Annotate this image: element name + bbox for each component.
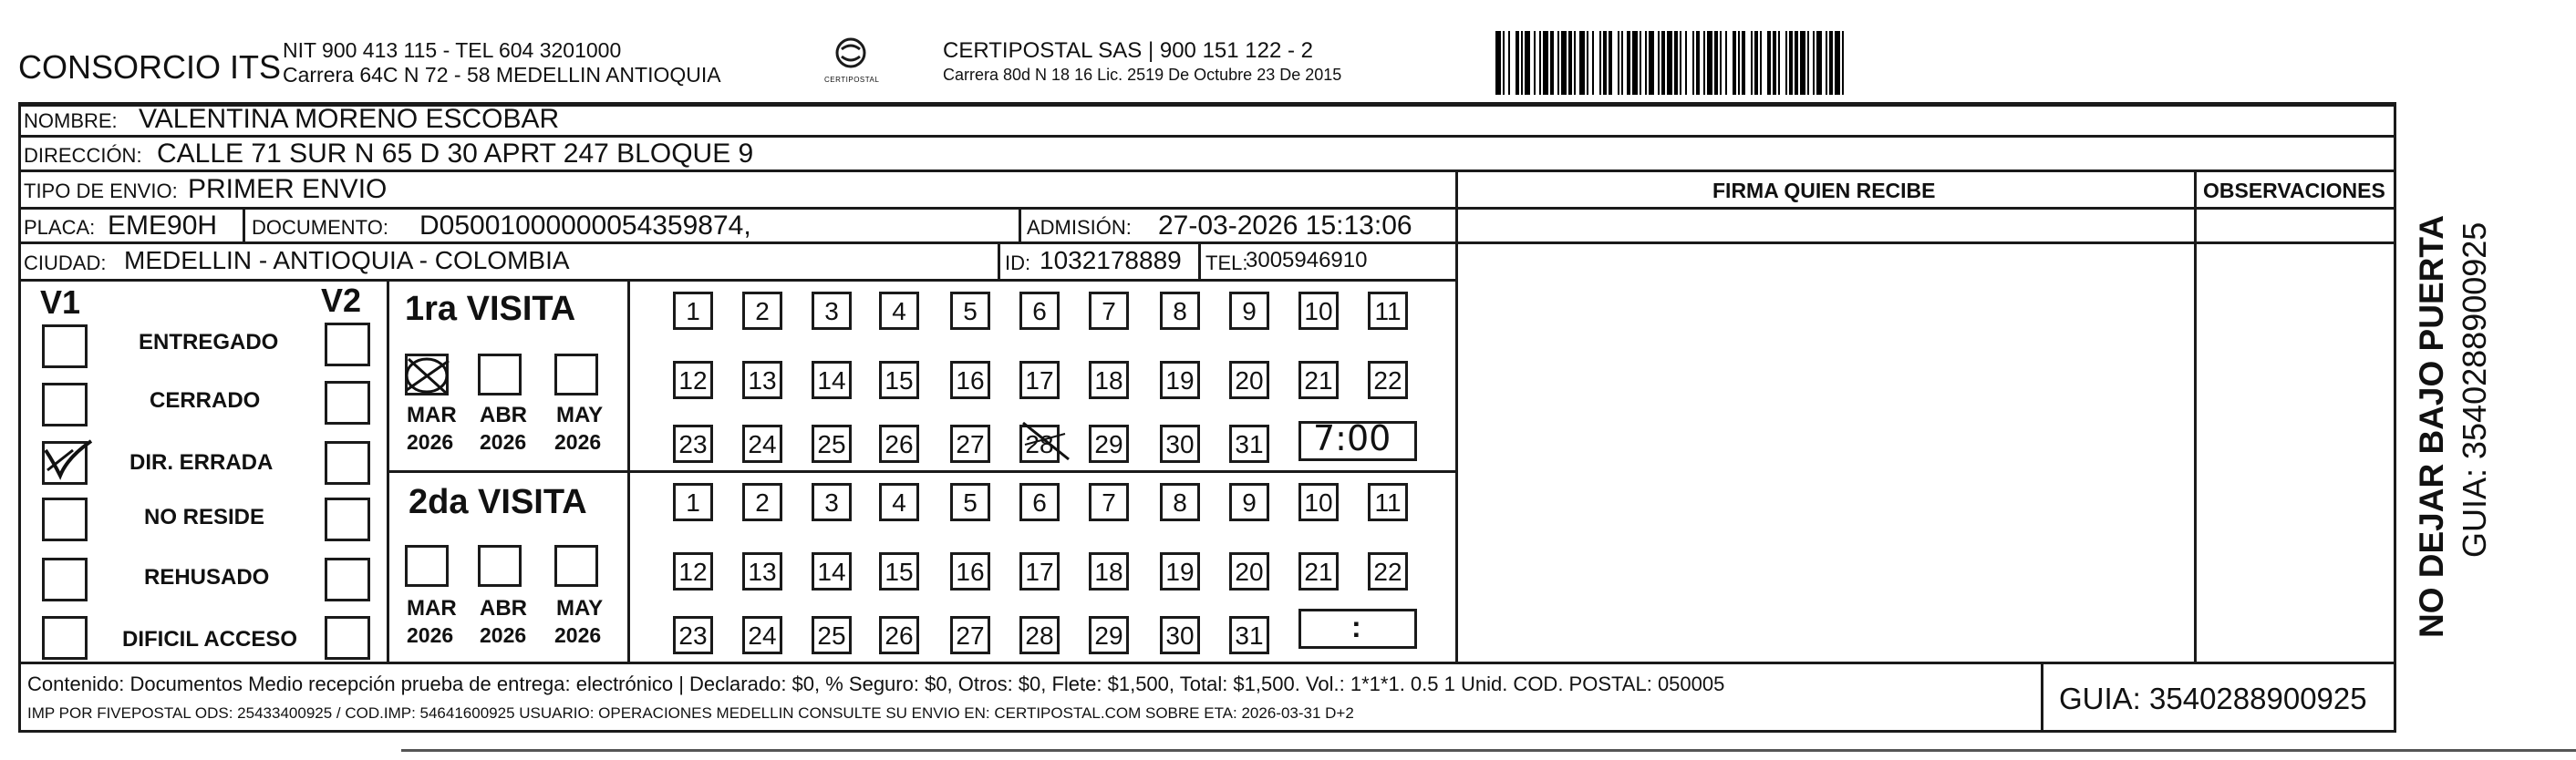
second-visit-day-13[interactable]: 13 — [742, 552, 782, 591]
barcode-bar — [1773, 31, 1776, 95]
first-visit-day-6[interactable]: 6 — [1019, 292, 1060, 330]
first-visit-day-17[interactable]: 17 — [1019, 361, 1060, 399]
second-visit-day-24[interactable]: 24 — [742, 616, 782, 654]
barcode-bar — [1618, 31, 1619, 95]
nombre-value: VALENTINA MORENO ESCOBAR — [139, 104, 560, 134]
first-visit-day-12[interactable]: 12 — [673, 361, 713, 399]
firma-header: FIRMA QUIEN RECIBE — [1712, 179, 1936, 202]
row-rule — [18, 662, 2396, 664]
col-rule — [387, 279, 389, 662]
barcode-bar — [1640, 31, 1641, 95]
v1-entregado-checkbox[interactable] — [42, 324, 88, 368]
row-rule — [18, 169, 2396, 172]
barcode-bar — [1645, 31, 1647, 95]
tel-label: TEL: — [1205, 252, 1248, 274]
first-visit-day-3[interactable]: 3 — [812, 292, 852, 330]
barcode-bar — [1800, 31, 1805, 95]
first-visit-day-19[interactable]: 19 — [1160, 361, 1200, 399]
col-rule — [627, 279, 630, 662]
second-visit-abr-checkbox[interactable] — [478, 545, 522, 587]
v2-rehusado-checkbox[interactable] — [325, 558, 370, 601]
admision-value: 27-03-2026 15:13:06 — [1158, 211, 1412, 241]
second-visit-day-5[interactable]: 5 — [950, 483, 990, 521]
first-visit-day-1[interactable]: 1 — [673, 292, 713, 330]
second-year: 2026 — [407, 623, 454, 647]
second-visit-day-9[interactable]: 9 — [1229, 483, 1269, 521]
barcode-bar — [1767, 31, 1771, 95]
first-month-abr: ABR — [480, 403, 527, 427]
second-visit-day-10[interactable]: 10 — [1298, 483, 1339, 521]
barcode-bar — [1534, 31, 1536, 95]
first-visit-day-28[interactable]: 28 — [1019, 425, 1060, 463]
visit-mark-icon — [401, 350, 456, 401]
first-visit-day-15[interactable]: 15 — [879, 361, 919, 399]
second-month-may: MAY — [556, 596, 604, 621]
first-visit-day-24[interactable]: 24 — [742, 425, 782, 463]
first-visit-day-26[interactable]: 26 — [879, 425, 919, 463]
second-visit-day-6[interactable]: 6 — [1019, 483, 1060, 521]
tipo-value: PRIMER ENVIO — [188, 174, 388, 204]
second-visit-day-31[interactable]: 31 — [1229, 616, 1269, 654]
barcode-bar — [1742, 31, 1745, 95]
second-visit-day-4[interactable]: 4 — [879, 483, 919, 521]
tipo-label: TIPO DE ENVIO: — [24, 180, 178, 202]
direccion-value: CALLE 71 SUR N 65 D 30 APRT 247 BLOQUE 9 — [157, 139, 754, 169]
second-visit-day-11[interactable]: 11 — [1368, 483, 1408, 521]
second-visit-day-29[interactable]: 29 — [1089, 616, 1129, 654]
barcode-bar — [1785, 31, 1787, 95]
second-year: 2026 — [480, 623, 527, 647]
company-address: Carrera 64C N 72 - 58 MEDELLIN ANTIOQUIA — [283, 63, 721, 87]
first-visit-day-27[interactable]: 27 — [950, 425, 990, 463]
first-visit-day-23[interactable]: 23 — [673, 425, 713, 463]
first-time-value: 7:00 — [1313, 418, 1391, 458]
ciudad-label: CIUDAD: — [24, 252, 107, 274]
first-year: 2026 — [480, 430, 527, 454]
first-visit-day-4[interactable]: 4 — [879, 292, 919, 330]
barcode-bar — [1738, 31, 1740, 95]
placa-value: EME90H — [108, 211, 218, 241]
first-visit-day-16[interactable]: 16 — [950, 361, 990, 399]
side-warning: NO DEJAR BAJO PUERTA — [2413, 215, 2450, 638]
first-visit-title: 1ra VISITA — [405, 290, 576, 328]
second-year: 2026 — [554, 623, 602, 647]
barcode-bar — [1661, 31, 1665, 95]
v2-entregado-checkbox[interactable] — [325, 323, 370, 366]
second-visit-day-27[interactable]: 27 — [950, 616, 990, 654]
barcode-bar — [1751, 31, 1753, 95]
certipostal-address: Carrera 80d N 18 16 Lic. 2519 De Octubre 23 De 2015 — [943, 66, 1342, 84]
barcode-bar — [1754, 31, 1758, 95]
second-visit-day-7[interactable]: 7 — [1089, 483, 1129, 521]
second-visit-day-18[interactable]: 18 — [1089, 552, 1129, 591]
barcode-bar — [1649, 31, 1654, 95]
row-rule — [18, 135, 2396, 138]
barcode-bar — [1539, 31, 1541, 95]
second-visit-day-16[interactable]: 16 — [950, 552, 990, 591]
first-year: 2026 — [554, 430, 602, 454]
documento-label: DOCUMENTO: — [252, 216, 388, 239]
barcode-bar — [1632, 31, 1638, 95]
first-visit-day-9[interactable]: 9 — [1229, 292, 1269, 330]
first-visit-day-31[interactable]: 31 — [1229, 425, 1269, 463]
barcode-bar — [1525, 31, 1530, 95]
barcode-bar — [1733, 31, 1736, 95]
first-visit-day-2[interactable]: 2 — [742, 292, 782, 330]
v2-dir-errada-checkbox[interactable] — [325, 441, 370, 485]
documento-value: D05001000000054359874, — [419, 211, 751, 241]
row-rule — [18, 241, 1455, 244]
first-visit-day-14[interactable]: 14 — [812, 361, 852, 399]
first-visit-day-20[interactable]: 20 — [1229, 361, 1269, 399]
barcode-bar — [1516, 31, 1519, 95]
barcode-bar — [1557, 31, 1559, 95]
second-visit-day-8[interactable]: 8 — [1160, 483, 1200, 521]
second-visit-day-15[interactable]: 15 — [879, 552, 919, 591]
v1-cerrado-checkbox[interactable] — [42, 383, 88, 426]
barcode-bar — [1842, 31, 1844, 95]
v1-label: V1 — [40, 283, 81, 321]
barcode-bar — [1725, 31, 1727, 95]
second-visit-day-3[interactable]: 3 — [812, 483, 852, 521]
row-rule — [18, 207, 2396, 210]
nombre-label: NOMBRE: — [24, 109, 118, 132]
second-visit-title: 2da VISITA — [409, 483, 587, 521]
barcode-bar — [1703, 31, 1705, 95]
second-visit-day-26[interactable]: 26 — [879, 616, 919, 654]
status-dir-errada: DIR. ERRADA — [129, 450, 274, 475]
first-year: 2026 — [407, 430, 454, 454]
barcode-bar — [1627, 31, 1630, 95]
row-rule — [18, 279, 1455, 282]
first-visit-day-10[interactable]: 10 — [1298, 292, 1339, 330]
id-label: ID: — [1005, 252, 1031, 274]
first-month-mar: MAR — [407, 403, 457, 427]
barcode-bar — [1508, 31, 1510, 95]
second-visit-day-21[interactable]: 21 — [1298, 552, 1339, 591]
ciudad-value: MEDELLIN - ANTIOQUIA - COLOMBIA — [124, 246, 570, 274]
first-visit-day-25[interactable]: 25 — [812, 425, 852, 463]
barcode-bar — [1503, 31, 1505, 95]
barcode-bar — [1720, 31, 1722, 95]
barcode-bar — [1667, 31, 1672, 95]
barcode-bar — [1826, 31, 1827, 95]
barcode-bar — [1835, 31, 1840, 95]
barcode-bar — [1829, 31, 1833, 95]
first-visit-day-29[interactable]: 29 — [1089, 425, 1129, 463]
barcode-bar — [1760, 31, 1762, 95]
second-visit-mar-checkbox[interactable] — [405, 545, 449, 587]
col-rule — [998, 241, 1000, 279]
v2-label: V2 — [321, 282, 362, 319]
v2-dificil-acceso-checkbox[interactable] — [325, 616, 370, 660]
placa-label: PLACA: — [24, 216, 96, 239]
barcode-bar — [1680, 31, 1681, 95]
logo-text: CERTIPOSTAL — [824, 76, 880, 84]
first-visit-day-8[interactable]: 8 — [1160, 292, 1200, 330]
footer-guia: GUIA: 3540288900925 — [2059, 682, 2367, 715]
barcode-bar — [1574, 31, 1576, 95]
second-visit-day-23[interactable]: 23 — [673, 616, 713, 654]
barcode-bar — [1592, 31, 1594, 95]
barcode-bar — [1674, 31, 1678, 95]
barcode-bar — [1561, 31, 1567, 95]
col-rule — [1019, 207, 1021, 244]
id-value: 1032178889 — [1040, 246, 1182, 274]
barcode-bar — [1807, 31, 1809, 95]
company-nit: NIT 900 413 115 - TEL 604 3201000 — [283, 38, 622, 62]
col-rule — [1198, 241, 1201, 279]
first-month-may: MAY — [556, 403, 604, 427]
barcode-bar — [1603, 31, 1607, 95]
barcode-bar — [1579, 31, 1585, 95]
barcode-bar — [1707, 31, 1712, 95]
second-visit-day-19[interactable]: 19 — [1160, 552, 1200, 591]
second-visit-may-checkbox[interactable] — [554, 545, 598, 587]
first-visit-day-18[interactable]: 18 — [1089, 361, 1129, 399]
barcode-bar — [1692, 31, 1694, 95]
barcode-bar — [1550, 31, 1554, 95]
col-rule — [243, 207, 245, 244]
row-rule — [387, 470, 1455, 473]
second-visit-day-1[interactable]: 1 — [673, 483, 713, 521]
barcode-bar — [1816, 31, 1822, 95]
barcode-bar — [1685, 31, 1687, 95]
observaciones-header: OBSERVACIONES — [2203, 179, 2385, 202]
second-visit-day-25[interactable]: 25 — [812, 616, 852, 654]
cross-out-mark-icon — [1019, 417, 1074, 465]
direccion-label: DIRECCIÓN: — [24, 144, 142, 167]
first-visit-day-21[interactable]: 21 — [1298, 361, 1339, 399]
col-rule — [1455, 169, 1458, 662]
certipostal-logo — [819, 35, 883, 91]
barcode-bar — [1696, 31, 1700, 95]
second-visit-day-28[interactable]: 28 — [1019, 616, 1060, 654]
footer-print-line: IMP POR FIVEPOSTAL ODS: 25433400925 / COD.IMP: 54641600925 USUARIO: OPERACIONES MEDELLIN CONSULTE SU ENVIO EN: CERTIPOSTAL.COM SOBRE ETA: 2026-03-31 D+2 — [27, 704, 1354, 722]
barcode-bar — [1621, 31, 1623, 95]
status-entregado: ENTREGADO — [139, 330, 279, 354]
company-name: CONSORCIO ITS — [18, 48, 282, 86]
second-visit-day-20[interactable]: 20 — [1229, 552, 1269, 591]
barcode-bar — [1609, 31, 1612, 95]
status-rehusado: REHUSADO — [144, 565, 270, 590]
barcode-bar — [1521, 31, 1523, 95]
barcode-bar — [1543, 31, 1548, 95]
second-month-mar: MAR — [407, 596, 457, 621]
second-visit-day-2[interactable]: 2 — [742, 483, 782, 521]
first-visit-day-7[interactable]: 7 — [1089, 292, 1129, 330]
admision-label: ADMISIÓN: — [1027, 216, 1132, 239]
second-visit-day-22[interactable]: 22 — [1368, 552, 1408, 591]
col-rule — [2041, 662, 2043, 733]
scan-edge — [401, 749, 2576, 752]
first-visit-day-13[interactable]: 13 — [742, 361, 782, 399]
first-visit-day-22[interactable]: 22 — [1368, 361, 1408, 399]
second-visit-day-17[interactable]: 17 — [1019, 552, 1060, 591]
barcode-bar — [1813, 31, 1815, 95]
second-visit-day-30[interactable]: 30 — [1160, 616, 1200, 654]
first-visit-day-30[interactable]: 30 — [1160, 425, 1200, 463]
first-visit-day-5[interactable]: 5 — [950, 292, 990, 330]
second-month-abr: ABR — [480, 596, 527, 621]
v1-dificil-acceso-checkbox[interactable] — [42, 616, 88, 660]
barcode-bar — [1658, 31, 1660, 95]
barcode-bar — [1789, 31, 1793, 95]
first-visit-may-checkbox[interactable] — [554, 354, 598, 395]
barcode-bar — [1778, 31, 1780, 95]
footer-content-line: Contenido: Documentos Medio recepción prueba de entrega: electrónico | Declarado: $0, % Seguro: $0, Otros: $0, Flete: $1,500, Total: $1,500. Vol.: 1*1*1. 0.5 1 Unid. COD. POSTAL: 050005 — [27, 673, 1725, 695]
side-guia: GUIA: 3540288900925 — [2456, 221, 2493, 558]
first-visit-day-11[interactable]: 11 — [1368, 292, 1408, 330]
barcode-bar — [1795, 31, 1798, 95]
v2-no-reside-checkbox[interactable] — [325, 498, 370, 541]
status-dificil-acceso: DIFICIL ACCESO — [122, 627, 298, 652]
tel-value: 3005946910 — [1246, 248, 1368, 272]
col-rule — [2194, 169, 2197, 662]
barcode-bar — [1568, 31, 1572, 95]
v2-cerrado-checkbox[interactable] — [325, 381, 370, 425]
barcode-bar — [1714, 31, 1718, 95]
v1-no-reside-checkbox[interactable] — [42, 498, 88, 541]
row-rule — [1455, 241, 2396, 244]
second-time-value: : — [1351, 611, 1361, 643]
v1-rehusado-checkbox[interactable] — [42, 558, 88, 601]
barcode-bar — [1587, 31, 1588, 95]
status-no-reside: NO RESIDE — [144, 505, 265, 529]
status-cerrado: CERRADO — [150, 388, 261, 413]
certipostal-line: CERTIPOSTAL SAS | 900 151 122 - 2 — [943, 38, 1313, 63]
check-mark-icon — [40, 434, 97, 488]
second-visit-day-14[interactable]: 14 — [812, 552, 852, 591]
barcode-bar — [1599, 31, 1601, 95]
second-visit-day-12[interactable]: 12 — [673, 552, 713, 591]
barcode-bar — [1495, 31, 1501, 95]
first-visit-abr-checkbox[interactable] — [478, 354, 522, 395]
